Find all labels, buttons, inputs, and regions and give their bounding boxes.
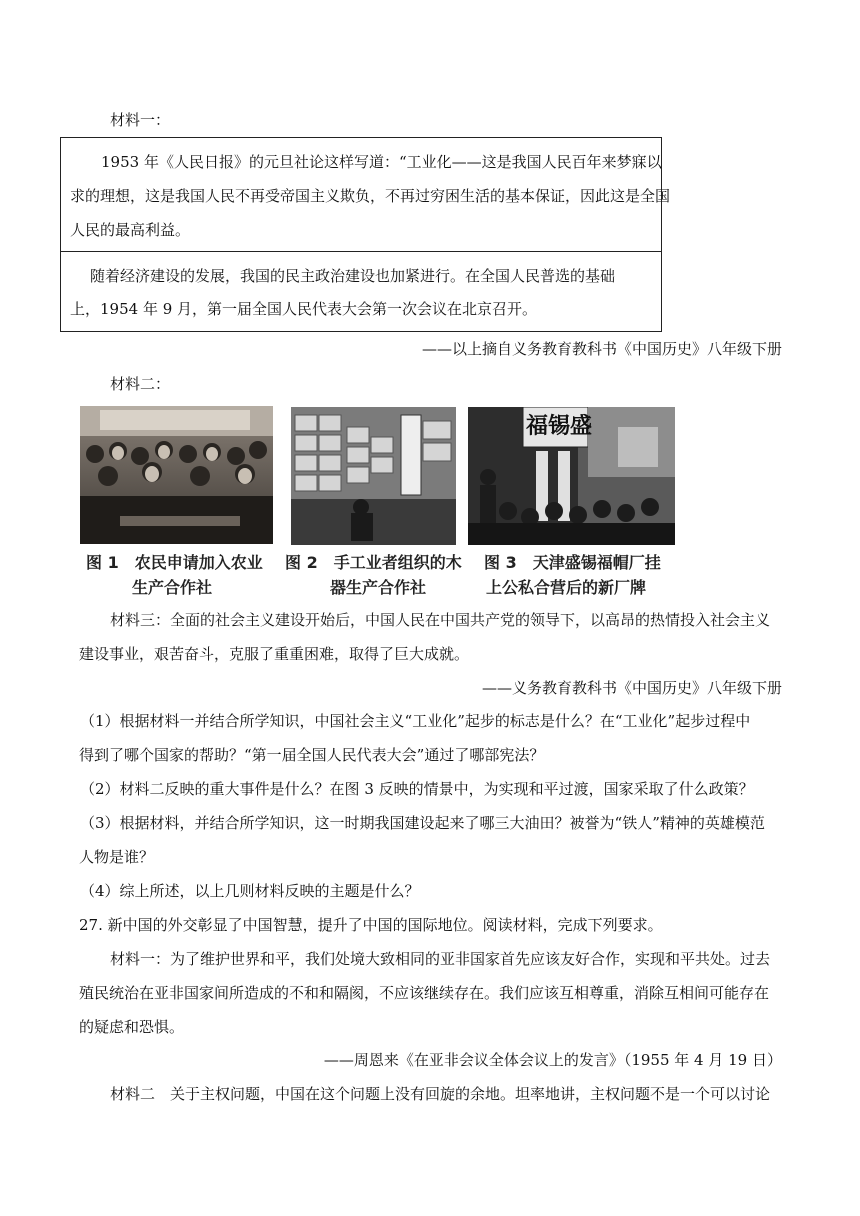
question-4: （4）综上所述，以上几则材料反映的主题是什么？	[80, 882, 420, 900]
box1-line2: 求的理想，这是我国人民不再受帝国主义欺负，不再过穷困生活的基本保证，因此这是全国	[70, 187, 671, 205]
material-3-line1: 材料三：全面的社会主义建设开始后，中国人民在中国共产党的领导下，以高昂的热情投入社会主义	[110, 611, 771, 629]
q27-material-1-line3: 的疑虑和恐惧。	[79, 1018, 185, 1036]
material-2-label: 材料二：	[110, 375, 171, 393]
material-1-label: 材料一：	[110, 111, 171, 129]
question-3-line2: 人物是谁？	[79, 848, 155, 866]
box2-line1: 随着经济建设的发展，我国的民主政治建设也加紧进行。在全国人民普选的基础	[90, 267, 616, 285]
q27-material-1-line2: 殖民统治在亚非国家间所造成的不和和隔阂，不应该继续存在。我们应该互相尊重，消除互相间可能存在	[79, 984, 770, 1002]
source-3: ——周恩来《在亚非会议全体会议上的发言》（1955 年 4 月 19 日）	[323, 1051, 782, 1069]
box2-line2: 上，1954 年 9 月，第一届全国人民代表大会第一次会议在北京召开。	[70, 300, 538, 318]
box1-line3: 人民的最高利益。	[70, 221, 191, 239]
figure-3-sign: 福锡盛	[526, 414, 593, 439]
question-3-line1: （3）根据材料，并结合所学知识，这一时期我国建设起来了哪三大油田？被誉为“铁人”精神的英雄模范	[80, 814, 765, 832]
box1-line1: 1953 年《人民日报》的元旦社论这样写道：“工业化——这是我国人民百年来梦寐以	[101, 153, 662, 171]
figure-1-caption-line1: 图 1 农民申请加入农业	[86, 553, 263, 572]
figure-3-photo	[468, 407, 675, 545]
question-2: （2）材料二反映的重大事件是什么？在图 3 反映的情景中，为实现和平过渡，国家采取了什么政策？	[80, 780, 754, 798]
figure-2-caption-line1: 图 2 手工业者组织的木	[285, 553, 462, 572]
question-1-line2: 得到了哪个国家的帮助？“第一届全国人民代表大会”通过了哪部宪法？	[79, 746, 545, 764]
figure-3-caption-line1: 图 3 天津盛锡福帽厂挂	[484, 553, 661, 572]
q27-material-1-line1: 材料一：为了维护世界和平，我们处境大致相同的亚非国家首先应该友好合作，实现和平共处。过去	[110, 950, 771, 968]
figure-3-caption-line2: 上公私合营后的新厂牌	[486, 578, 647, 597]
figure-1-photo	[80, 406, 273, 544]
figure-2-caption-line2: 器生产合作社	[330, 578, 427, 597]
q27-material-2: 材料二 关于主权问题，中国在这个问题上没有回旋的余地。坦率地讲，主权问题不是一个可以讨论	[110, 1085, 771, 1103]
figure-1-caption-line2: 生产合作社	[132, 578, 213, 597]
quote-box-2	[60, 251, 662, 332]
figure-2-photo	[291, 407, 456, 545]
material-3-line2: 建设事业，艰苦奋斗，克服了重重困难，取得了巨大成就。	[79, 645, 470, 663]
source-2: ——义务教育教科书《中国历史》八年级下册	[481, 679, 782, 697]
question-27: 27. 新中国的外交彰显了中国智慧，提升了中国的国际地位。阅读材料，完成下列要求。	[79, 916, 663, 934]
question-1-line1: （1）根据材料一并结合所学知识，中国社会主义“工业化”起步的标志是什么？在“工业化”起步过程中	[80, 712, 751, 730]
source-1: ——以上摘自义务教育教科书《中国历史》八年级下册	[421, 340, 782, 358]
quote-box-1	[60, 137, 671, 252]
